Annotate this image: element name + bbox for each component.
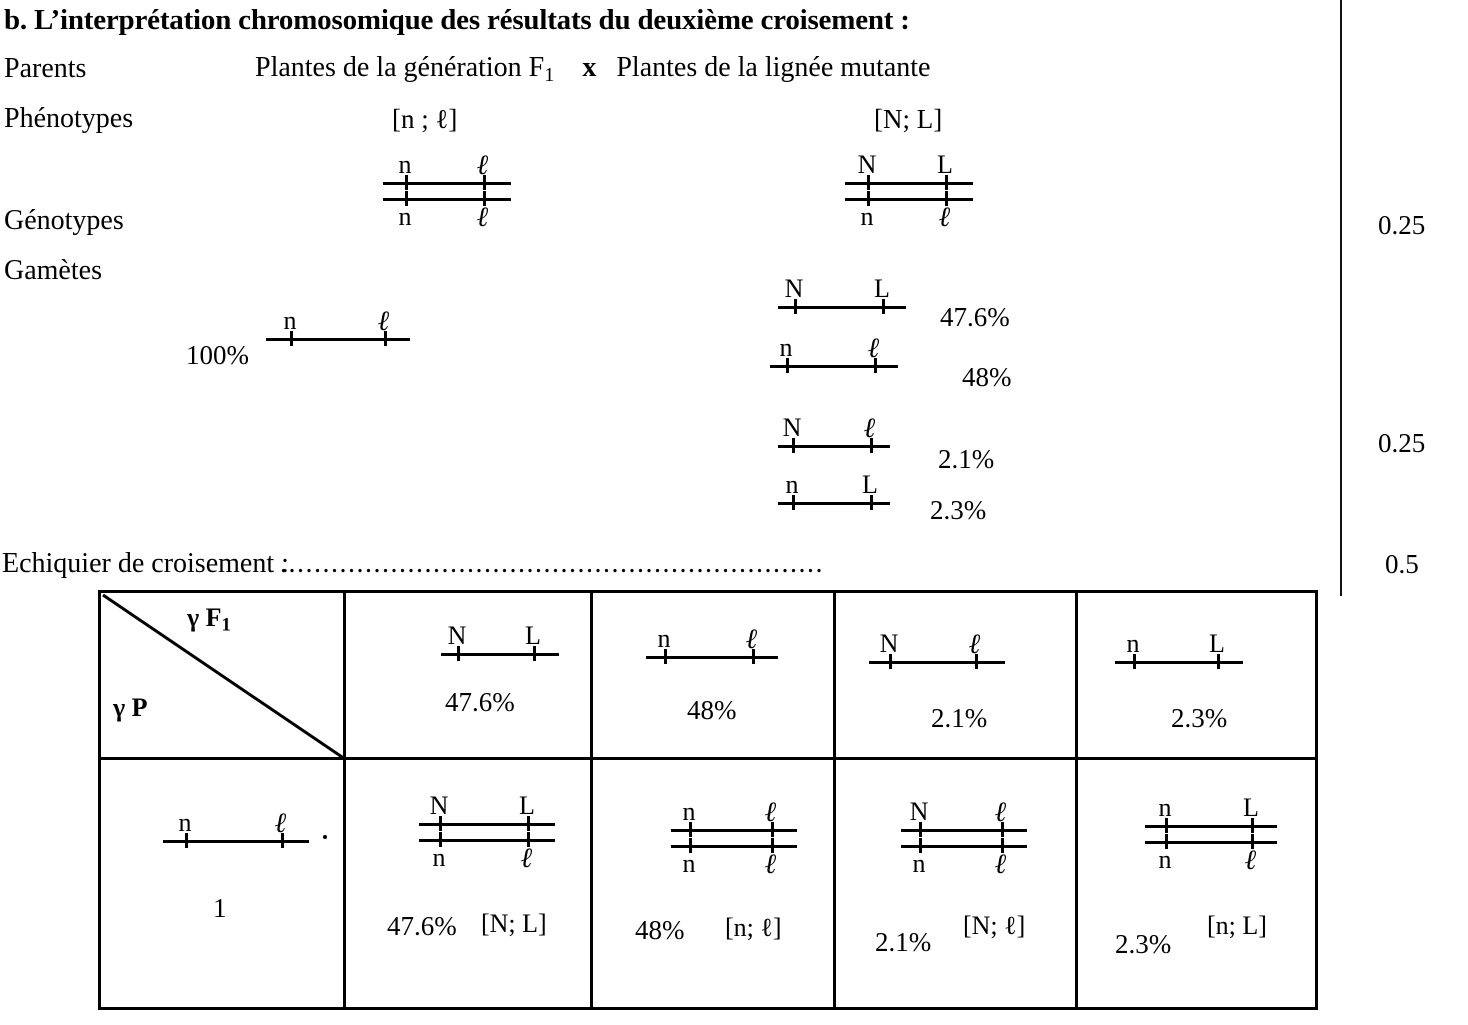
offspring-4-percent: 2.3% (1115, 929, 1172, 959)
corner-column-header: γ $F_1$ (187, 603, 231, 636)
chromosome-bar (778, 306, 906, 309)
allele-label: L (874, 274, 890, 303)
allele-label: n (398, 150, 412, 179)
allele-label: L (862, 470, 878, 499)
grade-mark-1: 0.25 (1378, 210, 1426, 240)
allele-label: n (1126, 629, 1140, 658)
allele-label: n (657, 624, 671, 653)
row-header-proportion: 1 (213, 893, 227, 923)
chromosome-gamete-mutant-2 (770, 335, 898, 381)
allele-label: n (1158, 793, 1172, 822)
allele-label: L (519, 791, 535, 820)
header-gamete-4-percent: 2.3% (1171, 703, 1228, 733)
chromosome-bar (383, 198, 511, 201)
scan-artifact-dot (323, 835, 327, 839)
parent-left-subscript: 1 (544, 64, 555, 87)
allele-label: N (909, 797, 929, 826)
parent-left-text: Plantes de la génération F (255, 52, 545, 83)
gamete-f1-percent: 100% (186, 340, 249, 370)
chromosome-pair-offspring-2 (671, 799, 797, 879)
corner-row-header: γ P (113, 693, 148, 722)
allele-label: n (283, 306, 297, 335)
offspring-cell-4 (1145, 795, 1277, 875)
chromosome-gamete-mutant-3 (778, 415, 890, 461)
allele-label: ℓ (765, 797, 777, 828)
offspring-3-percent: 2.1% (875, 927, 932, 957)
allele-label: n (682, 797, 696, 826)
offspring-cell-2 (671, 799, 797, 879)
offspring-cell-1 (419, 793, 555, 873)
allele-label: ℓ (939, 202, 951, 233)
header-gamete-4 (1115, 631, 1243, 677)
allele-label: n (860, 202, 874, 231)
page-title: b. L’interprétation chromosomique des résultats du deuxième croisement : (4, 4, 910, 36)
allele-label: ℓ (746, 624, 758, 655)
echiquier-leader: ................................................................ (280, 548, 824, 579)
offspring-4-phenotype: [n; L] (1207, 911, 1267, 940)
chromosome-gamete-mutant-4 (778, 472, 890, 518)
allele-label: ℓ (477, 150, 489, 181)
gametes-label: Gamètes (4, 255, 102, 286)
offspring-2-phenotype: [n; ℓ] (725, 913, 782, 942)
table-column-divider-3 (833, 593, 836, 1007)
chromosome-header-3 (869, 631, 1005, 677)
allele-label: ℓ (765, 849, 777, 880)
header-gamete-1 (441, 623, 559, 669)
gamete-f1 (266, 308, 410, 354)
row-header-gamete (163, 810, 309, 856)
echiquier-label: Echiquier de croisement : (2, 548, 289, 579)
allele-label: ℓ (521, 843, 533, 874)
chromosome-pair-offspring-3 (901, 799, 1027, 879)
chromosome-bar (845, 182, 973, 185)
gamete-mutant-4-percent: 2.3% (930, 495, 987, 525)
allele-label: ℓ (995, 849, 1007, 880)
chromosome-pair-mutant (845, 152, 973, 232)
chromosome-gamete-f1 (266, 308, 410, 354)
allele-label: ℓ (1245, 845, 1257, 876)
gamete-mutant-2-percent: 48% (962, 362, 1012, 392)
offspring-2-percent: 48% (635, 915, 685, 945)
chromosome-header-1 (441, 623, 559, 669)
chromosome-pair-f1 (383, 152, 511, 232)
allele-label: ℓ (275, 808, 287, 839)
parents-line (255, 52, 930, 87)
gamete-mutant-3-percent: 2.1% (938, 444, 995, 474)
allele-label: L (525, 621, 541, 650)
phenotype-f1: [n ; ℓ] (392, 104, 458, 134)
genotypes-label: Génotypes (4, 205, 124, 236)
grade-mark-3: 0.5 (1385, 549, 1419, 579)
table-column-divider-4 (1075, 593, 1078, 1007)
chromosome-header-4 (1115, 631, 1243, 677)
allele-label: ℓ (995, 797, 1007, 828)
punnett-square-table (98, 590, 1318, 1010)
allele-label: ℓ (969, 629, 981, 660)
cross-symbol: x (582, 52, 597, 83)
offspring-1-percent: 47.6% (387, 911, 457, 941)
allele-label: n (1158, 845, 1172, 874)
chromosome-bar (770, 365, 898, 368)
allele-label: ℓ (378, 306, 390, 337)
allele-label: n (178, 808, 192, 837)
allele-label: L (937, 150, 953, 179)
allele-label: L (1209, 629, 1225, 658)
phenotype-mutant: [N; L] (874, 104, 943, 134)
header-gamete-1-percent: 47.6% (445, 687, 515, 717)
offspring-cell-3 (901, 799, 1027, 879)
allele-label: N (782, 413, 802, 442)
header-gamete-2 (646, 626, 778, 672)
phenotypes-label: Phénotypes (4, 103, 134, 134)
gamete-mutant-2 (770, 335, 898, 381)
allele-label: n (398, 202, 412, 231)
allele-label: L (1243, 793, 1259, 822)
header-gamete-2-percent: 48% (687, 695, 737, 725)
allele-label: n (785, 470, 799, 499)
allele-label: n (912, 849, 926, 878)
chromosome-pair-offspring-4 (1145, 795, 1277, 875)
gamete-mutant-1 (778, 276, 906, 322)
chromosome-pair-offspring-1 (419, 793, 555, 873)
parent-right-text: Plantes de la lignée mutante (616, 52, 931, 83)
genotype-f1 (383, 152, 511, 232)
allele-label: ℓ (477, 202, 489, 233)
gamete-mutant-1-percent: 47.6% (940, 302, 1010, 332)
allele-label: ℓ (864, 413, 876, 444)
allele-label: ℓ (868, 333, 880, 364)
parents-label: Parents (4, 53, 87, 84)
allele-label: n (682, 849, 696, 878)
offspring-1-phenotype: [N; L] (481, 909, 547, 938)
allele-label: N (879, 629, 899, 658)
chromosome-bar (845, 198, 973, 201)
header-gamete-3 (869, 631, 1005, 677)
grade-mark-2: 0.25 (1378, 428, 1426, 458)
allele-label: N (857, 150, 877, 179)
chromosome-bar (266, 338, 410, 341)
allele-label: n (779, 333, 793, 362)
table-column-divider-2 (590, 593, 593, 1007)
allele-label: N (429, 791, 449, 820)
chromosome-gamete-mutant-1 (778, 276, 906, 322)
chromosome-header-2 (646, 626, 778, 672)
genotype-mutant (845, 152, 973, 232)
header-gamete-3-percent: 2.1% (931, 703, 988, 733)
chromosome-bar (383, 182, 511, 185)
allele-label: N (784, 274, 804, 303)
allele-label: N (447, 621, 467, 650)
allele-label: n (432, 843, 446, 872)
margin-rule (1340, 0, 1342, 596)
gamete-mutant-3 (778, 415, 890, 461)
chromosome-row-header (163, 810, 309, 856)
gamete-mutant-4 (778, 472, 890, 518)
offspring-3-phenotype: [N; ℓ] (963, 911, 1026, 940)
